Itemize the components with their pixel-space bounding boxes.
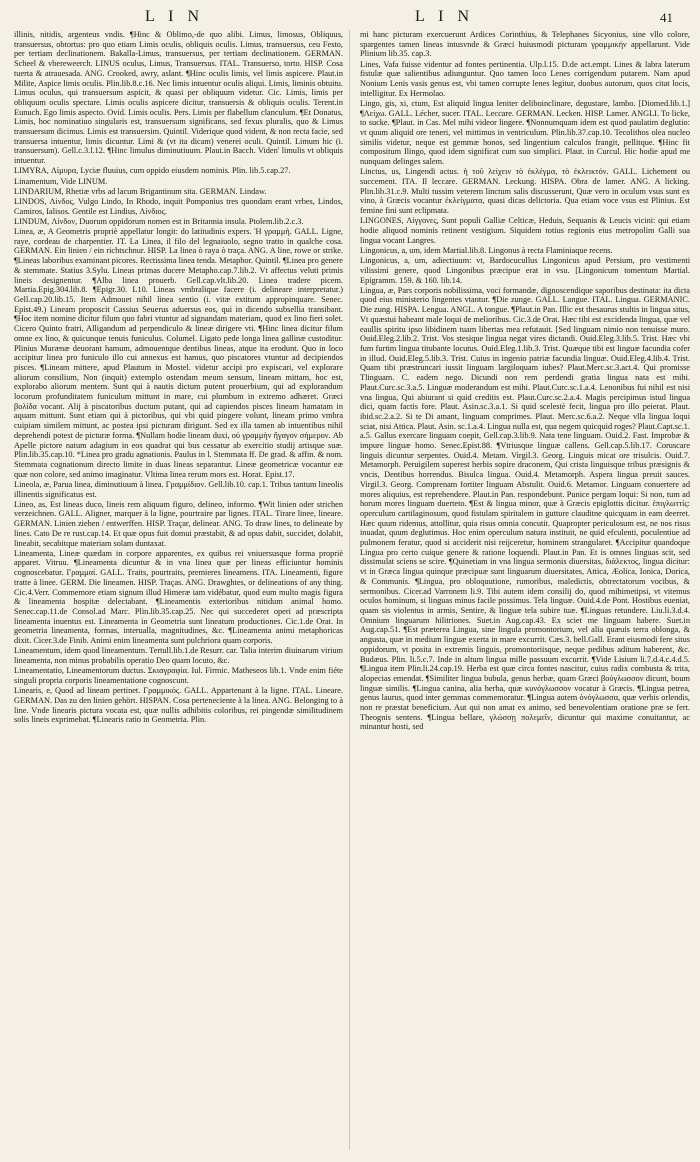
right-column bbox=[360, 30, 690, 1155]
left-running-head: L I N bbox=[145, 8, 205, 25]
column-divider bbox=[349, 30, 350, 1150]
dictionary-entry: Lingo, gis, xi, ctum, Est aliquid lingua leniter deliboinclinare, degustare, lambo. [Diomed.lib.1.] ¶Λείχω. GALL. Lécher, sucer. ITAL. Leccare. GERMAN. Lecken. HISP. Lamer. ANGLI. To licke, to sucke. ¶Plaut. in Cas. Mel mihi videor lingere. ¶Nonnumquam idem est quod paulatim deglutio: vt quum aliquid ore teneri, vel mittimus in ventriculum. Plin.lib.37.cap.10. Tecolithos olea nucleo similis videtur, neque est gemmæ honos, sed lingentium calculos frangit, pellitque. ¶Hinc fit compositum Ilingo, quod idem significat cum suo simplici. Plaut. in Curcul. Hic hodie apud me nunquam delinges salem. bbox=[360, 98, 690, 167]
dictionary-entry: Lineola, æ, Parua linea, diminutiuum à linea. Γραμμίδιον. Gell.lib.10. cap.1. Tribus tantum lineolis illinentis significatus est. bbox=[14, 479, 343, 499]
right-running-head: L I N bbox=[415, 8, 475, 25]
dictionary-entry: Lingua, æ, Pars corporis nobilissima, voci formandæ, dignoscendique saporibus destinata: ita dicta quod eius ministerio lingentes vtantur. ¶Die zunge. GALL. Langue. ITAL. Lingua. GERMANIC. Die zung. HISPA. Lengua. ANGL. A tongue. ¶Plaut.in Pan. Illic est thesaurus stultis in lingua situs, Vt quæstui habeant male loqui de melioribus. Cic.3.de Orat. Hæc tibi est excidenda lingua, quæ vel eaullis spiritu ipso libidinem tuam libertas mea refutauit. [Sed linguam nimio non tenuisse muro. Ouid.Eleg.2.lib.2. Trist. Vos stesique lingua negat vires dictandi. Ouid.Eleg.3.lib.5. Trist. Hæc vbi fum furtim lingua titubante locutus. Ouid.Eleg.1.lib.3. Trist. Quæque tibi est linguæ facundia cofer in illud. Ouid.Eleg.5.lib.3. Trist. Cuius in ingenio patriæ facundia linguæ. Ouid.Eleg.4.lib.4. Trist. Quam tibi præstruncari iussit linguam largiloquam iubes? Plaut.Merc.sc.3.act.4. Qui promisse Tlinguam. C. eadem nego. Dicundi non rem perdendi gratia lingua nata est mihi. Plaut.Curc.sc.3.a.5. Linguæ moderandum est mihi. Plaut.Curc.sc.1.a.4. Lenonibus fui nihil est nisi vna lingua, Qui abiurant si quid creditis est. Plaut.Curc.sc.2.a.4. Magis percipimus istud lingua dici, quam factis fore. Plaut. Asin.sc.3.a.1. Si quid scelestè fecit, lingua pro illo peierat. Plaut. ibid.sc.2.a.2. Si te Di amant, linguam comprimes. Plaut. Merc.sc.6.a.2. Neque vlla lingua loqui sciat, nisi Attica. Plaut. Asin. sc.1.a.4. Lingua nulla est, qua negem quicquid roges? Plaut.Capt.sc.1. a.5. Gallus exercare linguam coepit, Gell.cap.3.lib.9. Nata tene linguam. Ouid.2. Fast. Improbæ & impure linguæ homo. Senec.Epist.88. ¶Vtriusque linguæ callens. Gell.cap.5.lib.17. Coruscare linguis dicuntur serpentes. Ouid.4. Metam. Virgil.3. Georg. Linguis micat ore trisulcis. Ouid.7. Metamorph. Peruigilem superest herbis sopire draconem, Qui crista linguisque tribus præsignis & vncis, Dentibus horrendus. Bisulca lingua. Ouid.4. Metamorph. Aspera lingua preuit sauces. Virgil.3. Georg. Comprenam fortiter linguam Abstulit. Ouid.6. Metamor. Linguam conuertere ad mores aliquius, est reprehendere. Plaut.in Pan. respondebunt. Punice pergam loqui: Si non, tum ad horum mores linguam duerteto. ¶Est & lingua minor, quæ à Græcis epiglottis dicitur. ἐπιγλωττίς: operculum cartilaginosum, quod fistulam spiritalem in gutture clauditne quicquam in eam deerret. Hæc quum ridemus, attollitur, quia risus omnia concutit. Quapropter periculosum est, ne nos risus inuadat, quum deglutimus. Hoc enim operculum natura instituit, ne quid efculenti, poculentiue ad pulmonem feratur, quod si acciderit nisi reijceretur, hominem strangularet. ¶Accipitur quandoque Lingua pro certo cuique genere & ratione loquendi. Plaut.in Pan. Et is omnes linguas scit, sed dissimulat sciens se scire. ¶Quinetiam in vna lingua sermonis diuersitas, διάλεκτος, lingua dicitur: vt in Græca lingua quinque præcipuæ sunt linguarum diuersitates, Attica, Æolica, Ionica, Dorica, & Communis. ¶Lingua, pro obloquutione, rumoribus, maledictis, obtrectatorum vocibus, & sermonibus. Cicer.ad Varronem li.9. Tibi autem idem consilij do, quod mihimetipsi, vt vitemus oculos hominum, si linguas minus facile possimus. Tela linguæ. Ouid.4.de Pont. Hostibus eueniat, quam sis violentus in armis, Sentire, & linguæ tela subire tuæ. ¶Linguas retundere. Liu.li.3.d.4. Omnium linguarum hilitriones. Suet.in Aug.cap.43. Ex sciet me linguam habere. Suet.in Aug.cap.51. ¶Est præterea Lingua, sine lingula promontorium, vel alia quæuis terra oblonga, & angusta, quæ in medium linguæ exerta in mare excurrit. Cæs.3. bell.Gall. Erant eiusmodi fere situs oppidorum, vt posita in extremis linguis, promontoriisque, neque pedibus aditum haberent, &c. Budæus. Plin. li.5.c.7. Inde in altum lingua mille passuum excurrit. ¶Vide Lisium li.7.d.4.c.4.d.5. ¶Lingua item Plin.li.24.cap.19. Herba est quæ circa fontes nascitur, cuius radix combusta & trita, alopecias emendat. ¶Similiter lingua bubula, genus herbæ, quam Græci βούγλωσσον dicunt, boum linguæ similis. ¶Lingua canina, alia herba, quæ κυνόγλωσσον vocatur à Græcis. ¶Lingua petrea, genus laurus, quod inter gemmas commemoratur. ¶Lingua autem ὀνόγλωσσα, quæ verbis orlendis, non re præstat beneficium. Aut qui non amat ex animo, sed benevolentiam oratione præ se fert. Theognis sentens. ¶Lingua bellare, γλώσσῃ πολεμεῖν, dicuntur qui maxime conuitantur, ac minantur hosti, sed bbox=[360, 285, 690, 732]
dictionary-entry: Linamentum, Vide LINUM. bbox=[14, 176, 108, 186]
dictionary-entry: Lines, Vafa fuisse videntur ad fontes pertinentia. Ulp.l.15. D.de act.empt. Lines & labra laterum fistulæ quæ salientibus adiunguntur. Quo tamen loco Lenes corrigendum putarem. Nam apud Nonium Lenis vasis genus est, vbi tamen corrupte lenes legitur, duobus autorum, quos citat locis, intelligitur. Ex Hermolao. bbox=[360, 59, 690, 98]
dictionary-entry: LIMYRA, Λίμυρα, Lyciæ fluuius, cum oppido eiusdem nominis. Plin. lib.5.cap.27. bbox=[14, 166, 291, 176]
dictionary-entry: Lineamenta, Lineæ quædam in corpore apparentes, ex quibus rei vniuersusque forma propriè apparet. Vitruu. ¶Lineamenta dicuntur & in vna linea quæ per lineas efficiuntur hominis cognoscebatur. Γραμμαί. GALL. Traits, pourtraits, premieres lineamens. ITA. Lineamenti, figure tratte à linee. GERM. Die lineamen. HISP. Traças. ANG. Drawghtes, or delineations of any thing. Cic.4.Verr. Commemore etiam signum illud Himeræ iam vidébatur, quod eum multo magis figura & lineamenta hospitæ delectabant. ¶Lineamentis exterioribus nitidum animal homo. Senec.cap.11.de Consol.ad Marc. Plin.lib.35.cap.25. Nec qui succederet operi ad præscripta lineamenta inuentus est. Lineamenta in Geometria sunt lineatum productiones. Cic.1.de Orat. In geometria lineamenta, formas, interualla, magnitudines, &c. ¶Lineamenta animi metaphoricas dixit. Cicer.3.de Finib. Animi enim lineamenta sunt pulchriora quam corporis. bbox=[14, 548, 343, 646]
dictionary-entry: LINDOS, Λίνδος, Vulgo Lindo, In Rhodo, inquit Pomponius tres quondam erant vrbes, Lindos, Camiros, Ialisos. Gentile est Lindius, Λίνδιος. bbox=[14, 196, 343, 216]
dictionary-entry: LINGONES, Λίγγονες, Sunt populi Galliæ Celticæ, Heduis, Sequanis & Leucis vicini: qui etiam hodie aliquod nominis retinent vestigium. Siquidem totius regionis eius metropolim Galli sua lingua vocant Langres. bbox=[360, 216, 690, 245]
dictionary-entry: Lingonicus, a, um, idem Martial.lib.8. Lingonus à recta Flaminiaque recens. bbox=[360, 245, 613, 255]
page-number: 41 bbox=[660, 10, 673, 25]
dictionary-entry: Linea, æ, A Geometris propriè appellatur longit: do latitudinis expers. Ἡ γραμμή. GALL. Ligne, raye, cordeau de charpentier. IT. La Linea, il filo del legnaiuolo, segno tratto in qualche cosa. GERMAN. Ein linien / ein richtschnur. HISP. La linea ò raya ò traça. ANG. A line, rowe or strike. ¶Lineas laboribus examinant picores. Rectissima linea tenda. Metaphor. Quintil. ¶Linea pro genere & stemmate. Statius 3.Sylu. Lineas primas ducere Metapho.cap.7.lib.2. Vt affectus veluti primis lineis designentur. ¶Alba linea prouerb. Gell.cap.vlt.lib.20. Linea tradere picem. Martia.Epig.304.lib.8. ¶Epigr.30. L10. Lineas vmbralique facere (i. delineare interpretatur.) Gell.cap.20.lib.15. Item Admouet nihil linea sentio (i. vitæ extitum appropinquare. Senec. Epist.49.) Lineam proposcit Cassius Seuerus aduersus eos, qui in dicendo subsellia transibant. ¶Hoc item nomine dicitur filum quo fabri vtuntur ad signandam materiam, quod ex lino fieri solet. Cicero Quinto fratri, Alligandum ad perpendiculo & lineæ dirigere vti. ¶Hinc linea dicitur filum omne ex lino, & quicunque tenuis funiculus. Columel. Ligato pede longa linea gallinæ custoditur. Plinius Murænæ deuorant hamum, admouentque dentibus lineas, atque ita erodunt. Quo in loco accipitur linea pro funiculo illo cui annexus est hamus, quo piscatores vtuntur ad decipiendos pisces. ¶Lineam mittere, apud Plautum in Mostel. videtur accipi pro expiscari, vel explorare aliorum consilium, Non (inquit) extemplo ostendam meum sensum, lineam mittam, hoc est, explorabo aliorum mentem. Sunt qui à nautis dictum putent prouerbium, qui ad explorandum locorum profunditatem funiculum mittunt in mare, cui plumbum in extremo adhæret. Græci βολίδα vocant. Alij à piscatoribus ductum putant, qui ad capiendos pisces lineam hamatam in aquam mittunt. Sunt etiam qui à pictoribus, qui vbi quid pingere volunt, lineam primo vmbra cuipiam similem mittunt, ac postea ipsi picturam dirigunt. Sed ex illa tamen ab intuentibus nihil deprehendi potest de picturæ forma. ¶Nullam hodie lineam duxi, οὐ γραμμὴν ἤγαγον σήμερον. Ab Apelle pictore natum adagium in eos quadrat qui bus cessatur ab exercitio studij artisque suæ. Plin.lib.35.cap.10. *Linea pro gradu agnationis. Paulus in l. Stemmata ff. De grad. & affin. & nom. Stemmata cognationum directo limite in duas lineas separantur. Lineæ geometricæ vocantur eæ quæ non colore, sed animo imaginatur. Vltima linea rerum mors est. Horat. Epist.17. bbox=[14, 227, 343, 479]
dictionary-entry: Lineamentatio, Lineamentorum ductus. Σκιαγραφία. Iul. Firmic. Matheseos lib.1. Vnde enim fiéte singuli propria corporis lineamentatione cognoscunt. bbox=[14, 666, 343, 685]
dictionary-entry: illinis, nitidis, argenteus vndis. ¶Hinc & Oblimo,-de quo alibi. Limus, limosus, Obliquus, transuersus, obtortus: pro quo etiam Limis oculis, obliquis oculis. Limus, transuersus, ceu Festo, per tertiam declinationem. Bakalla-Limus, transuersus, per tertiam declinationem. GERMAN. Scheel & vbereweerch. LINUS oculus, Limus, Transuersus. ITAL. Transuerso, torto. HISP. Cosa tuerta & atrauesada. ANG. Crooked, awry, aslant. ¶Hinc oculis limis, vel limis aspicere. Plaut.in Milite, Aspice limis oculis. Plin.lib.8.c.16. Nec limis intuentur oculis aliqui. Limis, liminis obtuitu. Limus oculus, qui transuersum aspicit, & quasi per obliquum videtur. Cic. Limis, limis per obliquum oculis spectare. Limis oculis aspicere dicitur, transuersis & obliquis oculis. Terent.in Eunuch. Ego limis aspecto. Ovid. Limis oculis. Pers. Limis per flabellum clanculum. ¶Et Donatus, Limis, hoc nominatiuo singularis est, transuersum significans, sed fexus pluralis, quo & Limus transuersum dicimus. Limis est transuersim. Quintil. Viderique quod vident, & non recta facie, sed transuersa intuentur, limis dicuntur. Limi & (vt ita dicam) venerei oculi. Quintil. Limum hic (i. transuersum). Gell.c.3.l.12. ¶Hinc limulus diminutiuum. Plaut.in Bacch. Viden' limulis vt obliquis intuentur. bbox=[14, 30, 343, 166]
left-column bbox=[14, 30, 343, 1155]
dictionary-entry: LINDUM, Λίνδον, Duorum oppidorum nomen est in Britannia insula. Ptolem.lib.2.c.3. bbox=[14, 216, 304, 226]
dictionary-entry: Linearis, e, Quod ad lineam pertinet. Γραμμικός. GALL. Appartenant à la ligne. ITAL. Lineare. GERMAN. Das zu den linien gehört. HISPAN. Cosa perteneciente à la linea. ANG. Belonging to à line. Vnde linearis pictura vocata est, quæ nullis adhibitis coloribus, rei pingendæ similitudinem solis lineis exprimebat. ¶Linearis ratio in Geometria. Plin. bbox=[14, 686, 343, 725]
dictionary-entry: mi hanc picturam exercuerunt Ardices Corinthius, & Telephanes Sicyonius, sine vllo colore, spargentes tamen lineas intusvnde & Græci huiusmodi picturam γραμμικήν appellarunt. Vide Plinium lib.35. cap.3. bbox=[360, 30, 690, 59]
dictionary-entry: Lingonicus, a, um, adiectiuum: vt, Bardocucullus Lingonicus apud Persium, pro vestimenti vilissimi genere, quod Lingonibus præcipue erat in vsu. [Lingonicum tomentum Martial. Epigramm. 159. & 160. lib.14. bbox=[360, 256, 690, 285]
dictionary-entry: Lineamentum, idem quod lineamentum. Tertull.lib.1.de Resurr. car. Talia interim diuinarum virium lineamenta, non minus probabilis operatio Deo quam locuto, &c. bbox=[14, 646, 343, 665]
dictionary-entry: LINDARIUM, Rhetiæ vrbs ad lacum Brigantinum sita. GERMAN. Lindaw. bbox=[14, 186, 267, 196]
dictionary-entry: Lineo, as, Est lineas duco, lineis rem aliquam figuro, delineo, informo. ¶Wit linien oder strichen verzeichnen. GALL. Aligner, marquer à la ligne, pourtraire par lignes. ITAL. Tirare linee, lineare. GERMAN. Linien ziehen / entwerffen. HISP. Traçar, delinear. ANG. To draw lines, to delineate by lines. Cato De re rust.cap.14. Et quæ opus fuit domui præstabit, & ad opus dabit, succidet, dolabit, lineabit, secabitque materiam solam duntaxat. bbox=[14, 499, 343, 548]
dictionary-entry: Linctus, us, Lingendi actus. ἡ τοῦ λείχειν τὸ ἐκλέγμα, τὸ ἐκλεικτόν. GALL. Lichement ou succement. ITA. Il leccare. GERMAN. Leckung. HISPA. Obra de lamer. ANG. A licking. Plin.lib.31.c.9. Multi tussim veterem linctum salis discusserunt, Quæ vero in oculum vsus sunt ex vino, à Græcis vocantur ἐκλείγματα, quasi dicas delictoria. Qua etiam voce vsus est Plinius. Est femine fini sunt eclipmata. bbox=[360, 167, 690, 216]
running-header bbox=[0, 8, 700, 30]
